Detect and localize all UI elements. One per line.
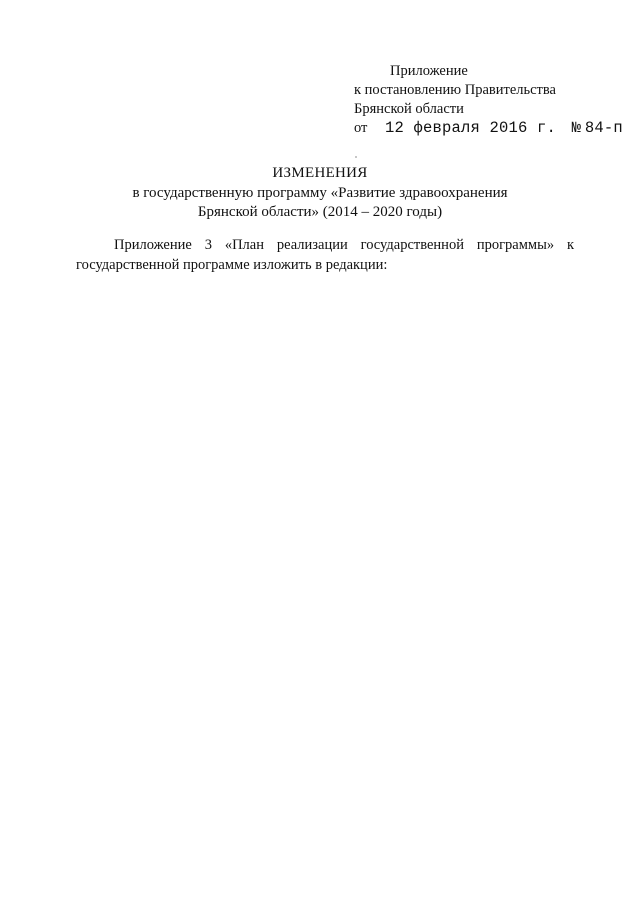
number-sign: № <box>571 119 582 137</box>
scan-speck <box>355 156 357 158</box>
paragraph-line-1: Приложение 3 «План реализации государственной программы» к <box>114 237 574 253</box>
document-subtitle-line1: в государственную программу «Развитие здравоохранения <box>132 185 508 201</box>
date-prefix: от <box>354 120 368 136</box>
appendix-region-line: Брянской области <box>354 101 464 117</box>
paragraph-line-2: государственной программе изложить в редакции: <box>76 256 388 273</box>
appendix-label: Приложение <box>390 63 468 79</box>
document-subtitle-line2: Брянской области» (2014 – 2020 годы) <box>197 204 443 220</box>
document-title: ИЗМЕНЕНИЯ <box>272 165 368 181</box>
appendix-resolution-line: к постановлению Правительства <box>354 82 556 98</box>
date-value: 12 февраля 2016 г. <box>385 119 557 137</box>
appendix-date-line <box>354 119 623 138</box>
document-number: 84-п <box>584 119 623 137</box>
appendix-header <box>354 62 623 138</box>
body-paragraph <box>76 236 574 275</box>
